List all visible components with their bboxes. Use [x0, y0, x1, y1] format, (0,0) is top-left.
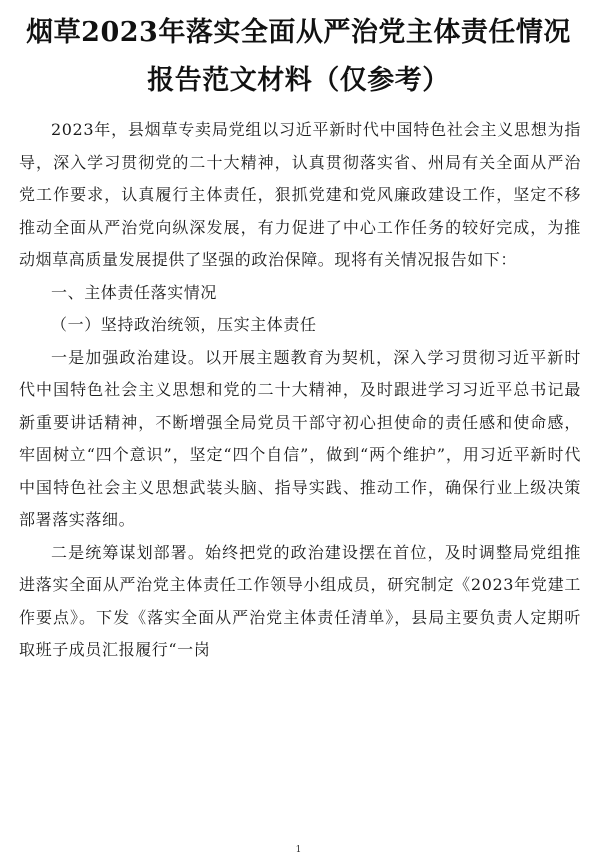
page-number: 1 [295, 845, 302, 855]
body-paragraph: 一是加强政治建设。以开展主题教育为契机，深入学习贯彻习近平新时代中国特色社会主义思想和党的二十大精神，及时跟进学习习近平总书记最新重要讲话精神，不断增强全局党员干部守初心担使命的责任感和使命感，牢固树立“四个意识”，坚定“四个自信”，做到“两个维护”，用习近平新时代中国特色社会主义思想武装头脑、指导实践、推动工作，确保行业上级决策部署落实落细。 [19, 347, 581, 529]
document-body [19, 114, 581, 667]
subsection-heading: （一）坚持政治统领，压实主体责任 [51, 315, 317, 334]
body-paragraph: 二是统筹谋划部署。始终把党的政治建设摆在首位，及时调整局党组推进落实全面从严治党主体责任工作领导小组成员，研究制定《2023年党建工作要点》。下发《落实全面从严治党主体责任清单》，县局主要负责人定期听取班子成员汇报履行“一岗 [19, 542, 581, 659]
section-heading: 一、主体责任落实情况 [51, 282, 218, 302]
document-title-line-2: 报告范文材料（仅参考） [147, 65, 450, 96]
document-title-line-1: 烟草2023年落实全面从严治党主体责任情况 [26, 17, 571, 48]
intro-paragraph: 2023年，县烟草专卖局党组以习近平新时代中国特色社会主义思想为指导，深入学习贯彻党的二十大精神，认真贯彻落实省、州局有关全面从严治党工作要求，认真履行主体责任，狠抓党建和党风廉政建设工作，坚定不移推动全面从严治党向纵深发展，有力促进了中心工作任务的较好完成，为推动烟草高质量发展提供了坚强的政治保障。现将有关情况报告如下： [19, 120, 581, 269]
